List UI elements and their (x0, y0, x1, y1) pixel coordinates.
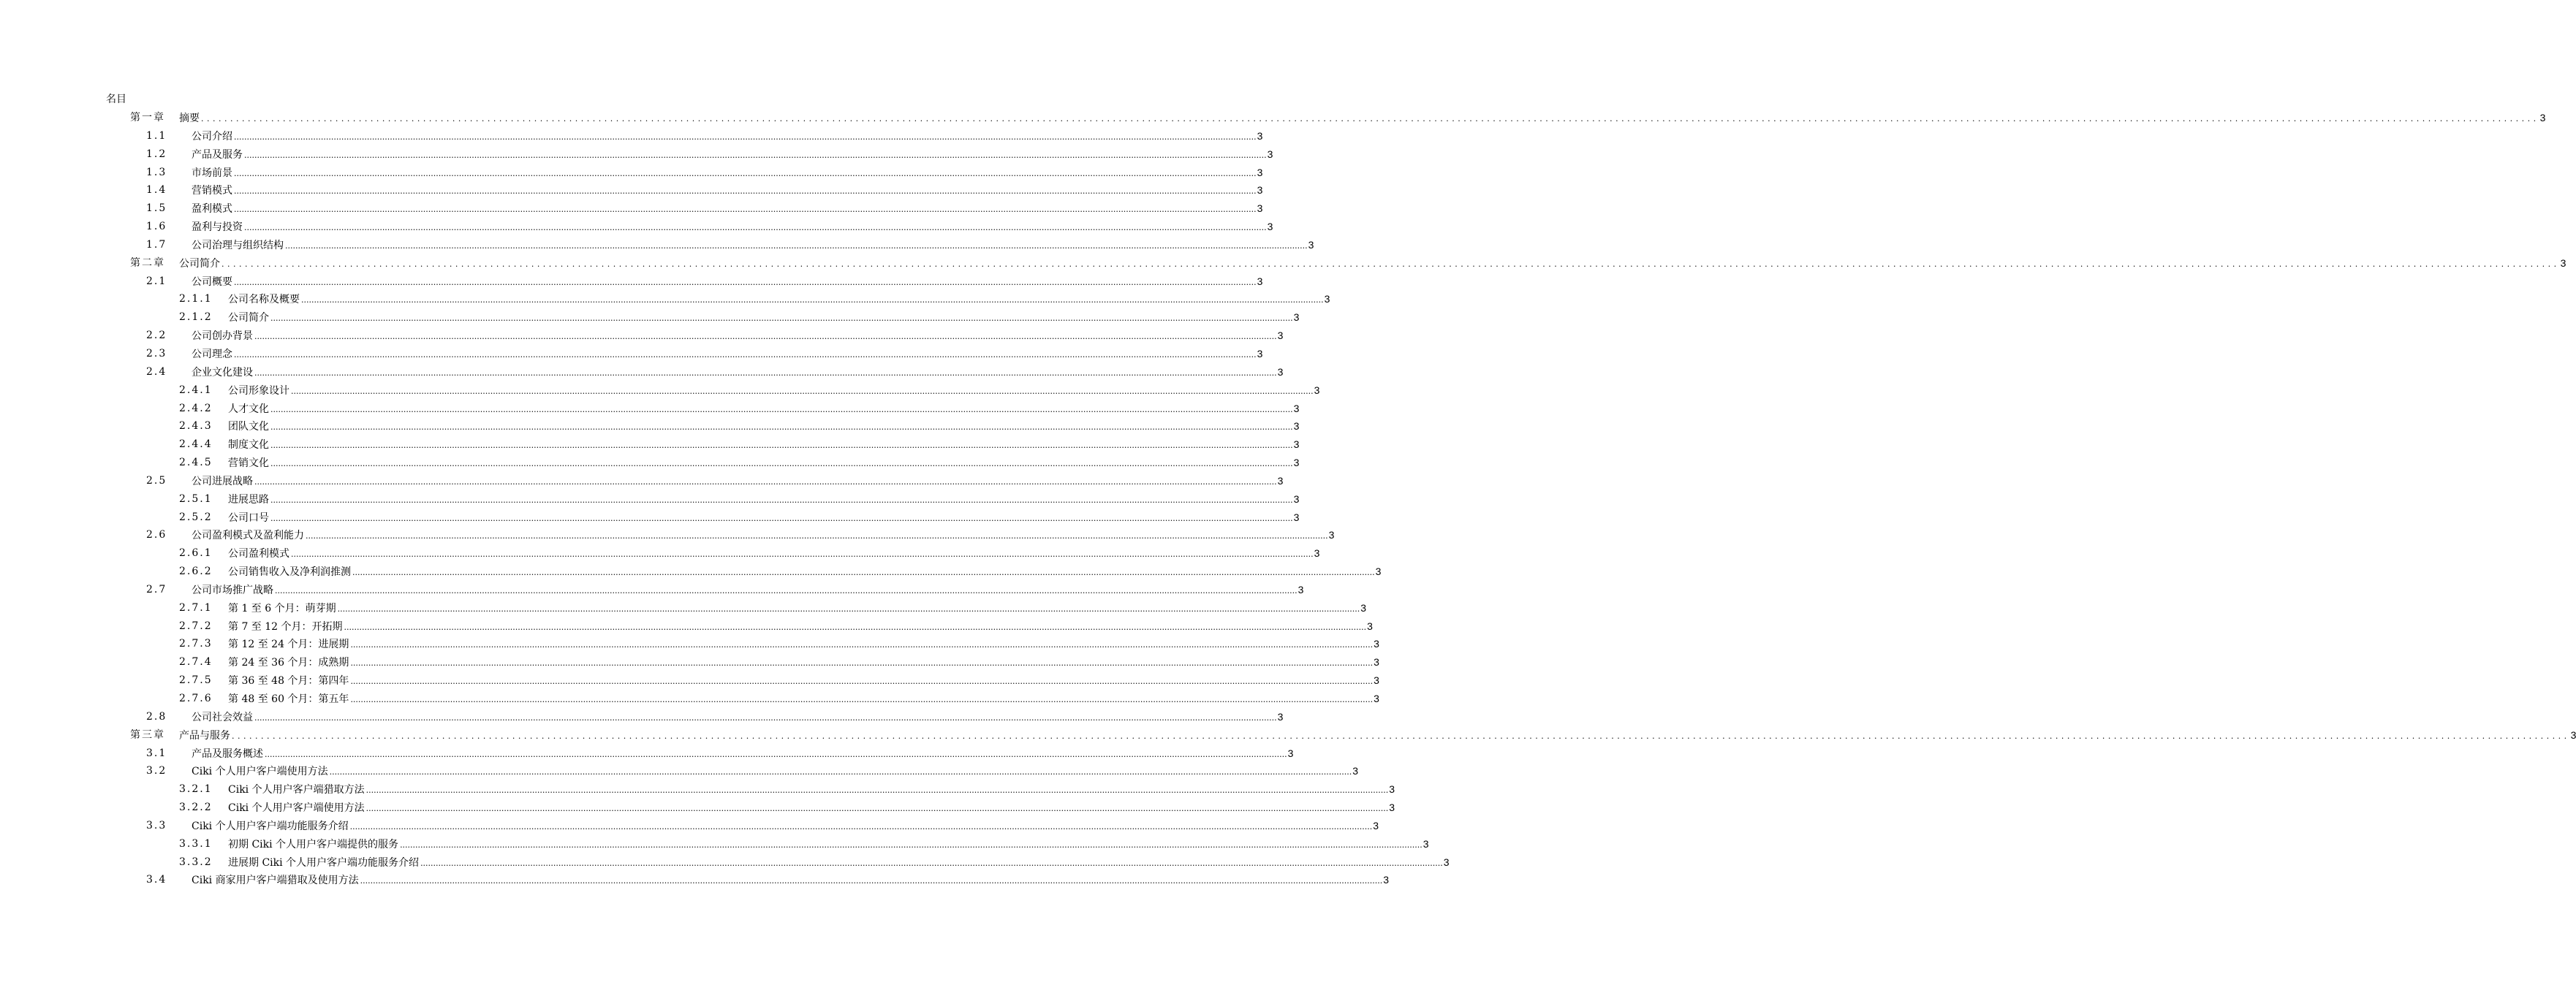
toc-entry[interactable] (0, 509, 1300, 527)
toc-entry-number: 第一章 (130, 112, 165, 123)
toc-entry-page: 3 (1374, 638, 1379, 650)
toc-entry-number: 2.7 (146, 583, 167, 595)
toc-dot-leader: ................................................................................................................................................................................................................................................................................................................................................................................................................ (285, 240, 1308, 251)
toc-entry-label: 盈利与投资 (192, 221, 243, 234)
toc-entry[interactable] (0, 308, 1300, 327)
toc-entry-page: 3 (1383, 874, 1390, 886)
toc-dot-leader: ................................................................................................................................................................................................................................................................................................................................................................................................................ (420, 858, 1443, 868)
toc-entry-number: 2.4 (146, 365, 167, 378)
toc-entry-line (228, 620, 1373, 634)
toc-entry-number: 1.6 (146, 221, 167, 233)
toc-entry[interactable] (0, 617, 1373, 636)
toc-entry-number: 2.2 (146, 330, 167, 342)
toc-entry[interactable] (0, 762, 1359, 780)
toc-entry-line (192, 747, 1294, 761)
toc-entry-page: 3 (1293, 311, 1300, 324)
toc-entry-page: 3 (1389, 802, 1395, 814)
toc-entry-page: 3 (1360, 601, 1367, 614)
toc-dot-leader: ................................................................................................................................................................................................................................................................................................................................................................................................................ (265, 749, 1287, 759)
toc-dot-leader: ................................................................................................................................................................................................................................................................................................................................................................................................................ (254, 712, 1277, 723)
toc-dot-leader: ................................................................................................................................................................................................................................................................................................................................................................................................................ (254, 368, 1277, 378)
toc-dot-leader: ................................................................................................................................................................................................................................................................................................................................................................................................................ (301, 295, 1324, 305)
toc-entry-number: 1.4 (146, 184, 167, 197)
toc-dot-leader: ................................................................................................................................................................................................................................................................................................................................................................................................................ (329, 767, 1352, 777)
toc-entry-line (192, 275, 1263, 289)
toc-dot-leader: ................................................................................................................................................................................................................................................................................................................................................................................................................ (400, 840, 1423, 850)
toc-entry-page: 3 (2570, 728, 2576, 741)
toc-entry-page: 3 (1374, 693, 1379, 704)
toc-entry-label: 盈利模式 (192, 203, 232, 216)
toc-entry-line (192, 220, 1273, 235)
toc-entry[interactable] (0, 780, 1395, 799)
toc-entry-label: 公司创办背景 (192, 330, 253, 343)
toc-entry-line (192, 183, 1263, 198)
toc-entry-number: 3.2.2 (179, 802, 213, 814)
toc-entry-line (228, 837, 1429, 852)
toc-entry-label: 产品及服务 (192, 148, 243, 161)
toc-entry-number: 2.1.1 (179, 293, 213, 305)
toc-entry[interactable] (0, 835, 1429, 853)
toc-entry-line (179, 256, 2566, 271)
toc-entry-label: 第 7 至 12 个月：开拓期 (228, 620, 343, 633)
toc-entry-page: 3 (1373, 819, 1379, 831)
toc-entry[interactable] (0, 708, 1284, 726)
toc-entry-page: 3 (1257, 184, 1263, 197)
toc-dot-leader: ................................................................................................................................................................................................................................................................................................................................................................................................................ (221, 259, 2560, 269)
toc-entry-page: 3 (1308, 238, 1314, 251)
toc-entry-page: 3 (1277, 710, 1284, 723)
toc-entry-line (228, 692, 1379, 707)
toc-entry-number: 1.3 (146, 166, 167, 178)
toc-dot-leader: ................................................................................................................................................................................................................................................................................................................................................................................................................ (234, 186, 1257, 197)
toc-entry-page: 3 (1277, 365, 1284, 378)
toc-entry-page: 3 (1293, 457, 1300, 469)
toc-entry-number: 2.6.1 (179, 547, 213, 560)
toc-entry-number: 第二章 (130, 256, 165, 269)
toc-entry-page: 3 (1423, 837, 1429, 850)
toc-entry-page: 3 (1374, 656, 1379, 669)
toc-entry[interactable] (0, 417, 1300, 435)
toc-entry-label: 公司销售收入及净利润推测 (228, 566, 351, 579)
toc-entry-page: 3 (1324, 293, 1330, 305)
toc-entry-label: 产品及服务概述 (192, 747, 263, 760)
toc-entry-line (192, 347, 1263, 362)
toc-entry-page: 3 (1277, 330, 1284, 342)
toc-entry-number: 3.2.1 (179, 783, 213, 796)
toc-entry-label: 公司介绍 (192, 130, 232, 142)
toc-dot-leader: ................................................................................................................................................................................................................................................................................................................................................................................................................ (232, 731, 2570, 741)
toc-entry-page: 3 (1257, 166, 1263, 178)
toc-entry-label: 团队文化 (228, 421, 269, 433)
toc-entry-line (179, 111, 2546, 126)
toc-entry-line (192, 202, 1263, 216)
toc-dot-leader: ................................................................................................................................................................................................................................................................................................................................................................................................................ (365, 804, 1389, 814)
toc-entry-label: 公司形象设计 (228, 384, 289, 397)
toc-dot-leader: ................................................................................................................................................................................................................................................................................................................................................................................................................ (306, 531, 1328, 541)
toc-entry-page: 3 (1375, 566, 1382, 578)
toc-entry-label: 产品与服务 (179, 729, 230, 742)
toc-dot-leader: ................................................................................................................................................................................................................................................................................................................................................................................................................ (234, 168, 1257, 178)
toc-entry-page: 3 (1287, 747, 1294, 759)
toc-entry-page: 3 (1257, 129, 1263, 142)
toc-entry[interactable] (0, 109, 2546, 127)
toc-entry-label: 第 24 至 36 个月：成熟期 (228, 657, 349, 669)
toc-entry-page: 3 (1257, 275, 1263, 287)
toc-entry[interactable] (0, 164, 1263, 182)
toc-entry-number: 3.3.1 (179, 837, 213, 850)
toc-dot-leader: ................................................................................................................................................................................................................................................................................................................................................................................................................ (352, 568, 1375, 578)
toc-entry-line (228, 311, 1300, 325)
toc-entry[interactable] (0, 871, 1390, 889)
toc-entry[interactable] (0, 726, 2576, 745)
toc-entry-label: 公司盈利模式 (228, 548, 289, 560)
toc-title: 名目 (106, 94, 126, 105)
toc-entry-page: 3 (1314, 384, 1320, 396)
toc-entry-label: 公司理念 (192, 348, 232, 360)
toc-entry[interactable] (0, 236, 1314, 254)
toc-entry[interactable] (0, 690, 1379, 708)
toc-entry-label: 进展思路 (228, 493, 269, 506)
toc-entry-page: 3 (1352, 765, 1359, 777)
toc-entry-page: 3 (1257, 347, 1263, 359)
toc-dot-leader: ................................................................................................................................................................................................................................................................................................................................................................................................................ (291, 549, 1314, 560)
toc-entry-line (192, 474, 1284, 489)
toc-entry-number: 2.6.2 (179, 566, 213, 578)
toc-dot-leader: ................................................................................................................................................................................................................................................................................................................................................................................................................ (270, 313, 1293, 324)
toc-entry[interactable] (0, 653, 1379, 671)
toc-entry-page: 3 (1314, 547, 1320, 560)
toc-entry-number: 2.7.3 (179, 638, 213, 650)
toc-entry[interactable] (0, 472, 1284, 490)
toc-entry-number: 2.4.3 (179, 420, 213, 433)
toc-entry-number: 3.3.2 (179, 856, 213, 868)
toc-entry[interactable] (0, 454, 1300, 472)
toc-entry[interactable] (0, 181, 1263, 199)
toc-entry-label: 公司简介 (179, 257, 220, 270)
toc-entry-label: Ciki 个人用户客户端使用方法 (192, 766, 328, 778)
toc-entry-number: 2.7.5 (179, 674, 213, 687)
toc-dot-leader: ................................................................................................................................................................................................................................................................................................................................................................................................................ (234, 349, 1257, 359)
toc-dot-leader: ................................................................................................................................................................................................................................................................................................................................................................................................................ (234, 205, 1257, 215)
toc-dot-leader: ................................................................................................................................................................................................................................................................................................................................................................................................................ (291, 386, 1314, 396)
toc-entry-number: 2.5 (146, 474, 167, 487)
toc-entry-page: 3 (1389, 783, 1395, 796)
toc-entry-label: 公司社会效益 (192, 711, 253, 723)
toc-entry[interactable] (0, 799, 1395, 817)
toc-entry-line (192, 148, 1273, 162)
toc-entry-label: 市场前景 (192, 167, 232, 179)
toc-entry-page: 3 (2539, 112, 2546, 123)
toc-entry-label: 摘要 (179, 113, 200, 124)
toc-entry[interactable] (0, 381, 1320, 400)
toc-entry-line (228, 637, 1379, 652)
toc-entry-line (192, 764, 1359, 779)
toc-entry-line (228, 384, 1320, 398)
toc-entry-label: 公司盈利模式及盈利能力 (192, 530, 304, 542)
toc-entry-line (228, 674, 1379, 688)
toc-entry-label: 公司名称及概要 (228, 294, 300, 306)
toc-entry[interactable] (0, 363, 1284, 381)
toc-entry-line (228, 601, 1367, 616)
toc-dot-leader: ................................................................................................................................................................................................................................................................................................................................................................................................................ (275, 585, 1298, 595)
toc-entry-number: 2.3 (146, 347, 167, 359)
toc-entry-page: 3 (1277, 474, 1284, 487)
toc-dot-leader: ................................................................................................................................................................................................................................................................................................................................................................................................................ (270, 495, 1293, 505)
toc-entry-page: 3 (1267, 148, 1273, 160)
toc-entry-label: 公司市场推广战略 (192, 584, 273, 596)
toc-entry-number: 2.7.6 (179, 693, 213, 704)
toc-dot-leader: ................................................................................................................................................................................................................................................................................................................................................................................................................ (254, 332, 1277, 342)
toc-entry-number: 2.7.2 (179, 620, 213, 632)
toc-entry[interactable] (0, 290, 1330, 308)
toc-entry[interactable] (0, 327, 1284, 345)
toc-entry-line (192, 166, 1263, 180)
toc-entry-number: 2.4.2 (179, 402, 213, 414)
toc-entry-number: 2.1 (146, 275, 167, 287)
toc-dot-leader: ................................................................................................................................................................................................................................................................................................................................................................................................................ (350, 695, 1374, 704)
toc-entry-line (228, 547, 1320, 561)
toc-entry-line (228, 511, 1300, 525)
toc-entry-number: 1.2 (146, 148, 167, 160)
toc-dot-leader: ................................................................................................................................................................................................................................................................................................................................................................................................................ (244, 223, 1267, 233)
toc-entry-page: 3 (1293, 402, 1300, 414)
toc-entry-page: 3 (1293, 492, 1300, 505)
toc-entry[interactable] (0, 127, 1263, 145)
toc-entry-number: 3.1 (146, 747, 167, 759)
toc-dot-leader: ................................................................................................................................................................................................................................................................................................................................................................................................................ (349, 821, 1373, 831)
toc-entry-page: 3 (1367, 620, 1373, 632)
toc-entry[interactable] (0, 218, 1273, 236)
toc-dot-leader: ................................................................................................................................................................................................................................................................................................................................................................................................................ (350, 640, 1374, 650)
toc-entry-label: 制度文化 (228, 439, 269, 452)
toc-entry[interactable] (0, 490, 1300, 509)
toc-entry-number: 2.5.1 (179, 492, 213, 505)
toc-entry-line (228, 292, 1330, 307)
toc-entry-label: 公司治理与组织结构 (192, 239, 284, 251)
toc-entry-number: 2.7.4 (179, 656, 213, 669)
toc-entry-line (228, 856, 1450, 870)
toc-entry-page: 3 (1293, 420, 1300, 433)
toc-entry-label: Ciki 商家用户客户端猎取及使用方法 (192, 875, 359, 887)
toc-entry-label: 第 36 至 48 个月：第四年 (228, 675, 349, 688)
toc-entry-page: 3 (1443, 856, 1450, 868)
toc-entry-line (192, 528, 1335, 543)
toc-dot-leader: ................................................................................................................................................................................................................................................................................................................................................................................................................ (337, 604, 1360, 614)
toc-entry-label: 进展期 Ciki 个人用户客户端功能服务介绍 (228, 856, 420, 869)
toc-entry[interactable] (0, 345, 1263, 363)
toc-entry-line (192, 819, 1379, 834)
toc-dot-leader: ................................................................................................................................................................................................................................................................................................................................................................................................................ (365, 785, 1389, 796)
toc-entry-label: 营销文化 (228, 457, 269, 470)
toc-entry-number: 3.3 (146, 819, 167, 831)
toc-entry-page: 3 (2560, 256, 2566, 269)
toc-entry-page: 3 (1328, 529, 1335, 541)
toc-entry[interactable] (0, 563, 1382, 581)
toc-entry[interactable] (0, 199, 1263, 218)
toc-entry-number: 2.4.5 (179, 457, 213, 469)
toc-entry-label: 企业文化建设 (192, 366, 253, 378)
toc-entry-page: 3 (1257, 202, 1263, 215)
toc-entry[interactable] (0, 853, 1450, 872)
toc-entry-number: 3.2 (146, 765, 167, 777)
toc-entry-label: 公司口号 (228, 511, 269, 524)
toc-entry-page: 3 (1267, 221, 1273, 233)
table-of-contents (0, 109, 2576, 889)
toc-entry-line (228, 402, 1300, 416)
toc-entry-label: 人才文化 (228, 403, 269, 415)
toc-entry-number: 第三章 (130, 728, 165, 741)
toc-entry-line (228, 783, 1395, 797)
toc-entry[interactable] (0, 435, 1300, 454)
toc-entry-number: 1.5 (146, 202, 167, 215)
toc-dot-leader: ................................................................................................................................................................................................................................................................................................................................................................................................................ (244, 150, 1267, 160)
toc-entry-line (228, 456, 1300, 471)
toc-entry-label: 公司简介 (228, 312, 269, 324)
toc-dot-leader: ................................................................................................................................................................................................................................................................................................................................................................................................................ (270, 459, 1293, 469)
toc-entry[interactable] (0, 254, 2566, 273)
toc-entry[interactable] (0, 635, 1379, 653)
toc-entry-line (192, 129, 1263, 144)
toc-dot-leader: ................................................................................................................................................................................................................................................................................................................................................................................................................ (270, 422, 1293, 433)
toc-entry-number: 1.1 (146, 129, 167, 142)
toc-entry-line (192, 873, 1390, 888)
toc-dot-leader: ................................................................................................................................................................................................................................................................................................................................................................................................................ (270, 441, 1293, 451)
toc-entry[interactable] (0, 817, 1379, 835)
toc-entry-label: 第 48 至 60 个月：第五年 (228, 693, 349, 705)
toc-entry-label: 公司概要 (192, 275, 232, 288)
toc-entry-number: 2.6 (146, 529, 167, 541)
toc-dot-leader: ................................................................................................................................................................................................................................................................................................................................................................................................................ (350, 677, 1374, 687)
toc-entry-line (228, 438, 1300, 452)
toc-entry[interactable] (0, 400, 1300, 418)
toc-entry[interactable] (0, 145, 1273, 164)
toc-entry-line (228, 492, 1300, 507)
toc-entry[interactable] (0, 273, 1263, 291)
toc-entry-number: 2.8 (146, 710, 167, 723)
toc-entry-number: 3.4 (146, 874, 167, 886)
toc-entry-page: 3 (1293, 438, 1300, 451)
toc-entry[interactable] (0, 544, 1320, 563)
toc-entry-line (228, 801, 1395, 815)
toc-entry-page: 3 (1374, 674, 1379, 687)
toc-entry-number: 2.1.2 (179, 311, 213, 324)
toc-dot-leader: ................................................................................................................................................................................................................................................................................................................................................................................................................ (270, 404, 1293, 414)
toc-entry-line (228, 565, 1382, 579)
toc-entry[interactable] (0, 671, 1379, 690)
toc-dot-leader: ................................................................................................................................................................................................................................................................................................................................................................................................................ (360, 876, 1383, 886)
toc-dot-leader: ................................................................................................................................................................................................................................................................................................................................................................................................................ (344, 622, 1367, 632)
toc-dot-leader: ................................................................................................................................................................................................................................................................................................................................................................................................................ (270, 513, 1293, 523)
toc-entry-label: 营销模式 (192, 185, 232, 197)
toc-entry-page: 3 (1293, 511, 1300, 523)
toc-dot-leader: ................................................................................................................................................................................................................................................................................................................................................................................................................ (234, 132, 1257, 142)
toc-entry[interactable] (0, 581, 1304, 599)
toc-entry-label: Ciki 个人用户客户端猎取方法 (228, 784, 365, 796)
toc-entry-line (228, 419, 1300, 434)
toc-entry-line (192, 365, 1284, 380)
toc-entry-number: 2.5.2 (179, 511, 213, 523)
toc-dot-leader: ................................................................................................................................................................................................................................................................................................................................................................................................................ (350, 658, 1374, 669)
toc-entry-label: 第 12 至 24 个月：进展期 (228, 639, 349, 651)
toc-dot-leader: ................................................................................................................................................................................................................................................................................................................................................................................................................ (234, 277, 1257, 287)
toc-entry[interactable] (0, 745, 1294, 763)
toc-entry-line (179, 728, 2576, 743)
toc-entry-line (192, 329, 1284, 343)
toc-entry-label: Ciki 个人用户客户端功能服务介绍 (192, 820, 349, 832)
toc-entry[interactable] (0, 599, 1367, 617)
toc-entry-number: 1.7 (146, 238, 167, 251)
toc-entry-number: 2.4.4 (179, 438, 213, 451)
toc-entry-line (228, 655, 1379, 670)
toc-entry-label: 公司进展战略 (192, 475, 253, 487)
toc-entry-number: 2.7.1 (179, 601, 213, 614)
toc-entry-number: 2.4.1 (179, 384, 213, 396)
toc-entry[interactable] (0, 526, 1335, 544)
toc-entry-page: 3 (1298, 583, 1304, 595)
toc-entry-line (192, 238, 1314, 253)
toc-entry-line (192, 710, 1284, 725)
toc-dot-leader: ................................................................................................................................................................................................................................................................................................................................................................................................................ (254, 476, 1277, 487)
toc-entry-label: 第 1 至 6 个月：萌芽期 (228, 602, 336, 614)
toc-entry-line (192, 583, 1304, 598)
toc-entry-label: Ciki 个人用户客户端使用方法 (228, 802, 365, 815)
toc-entry-label: 初期 Ciki 个人用户客户端提供的服务 (228, 838, 399, 850)
toc-dot-leader: ................................................................................................................................................................................................................................................................................................................................................................................................................ (201, 114, 2539, 123)
